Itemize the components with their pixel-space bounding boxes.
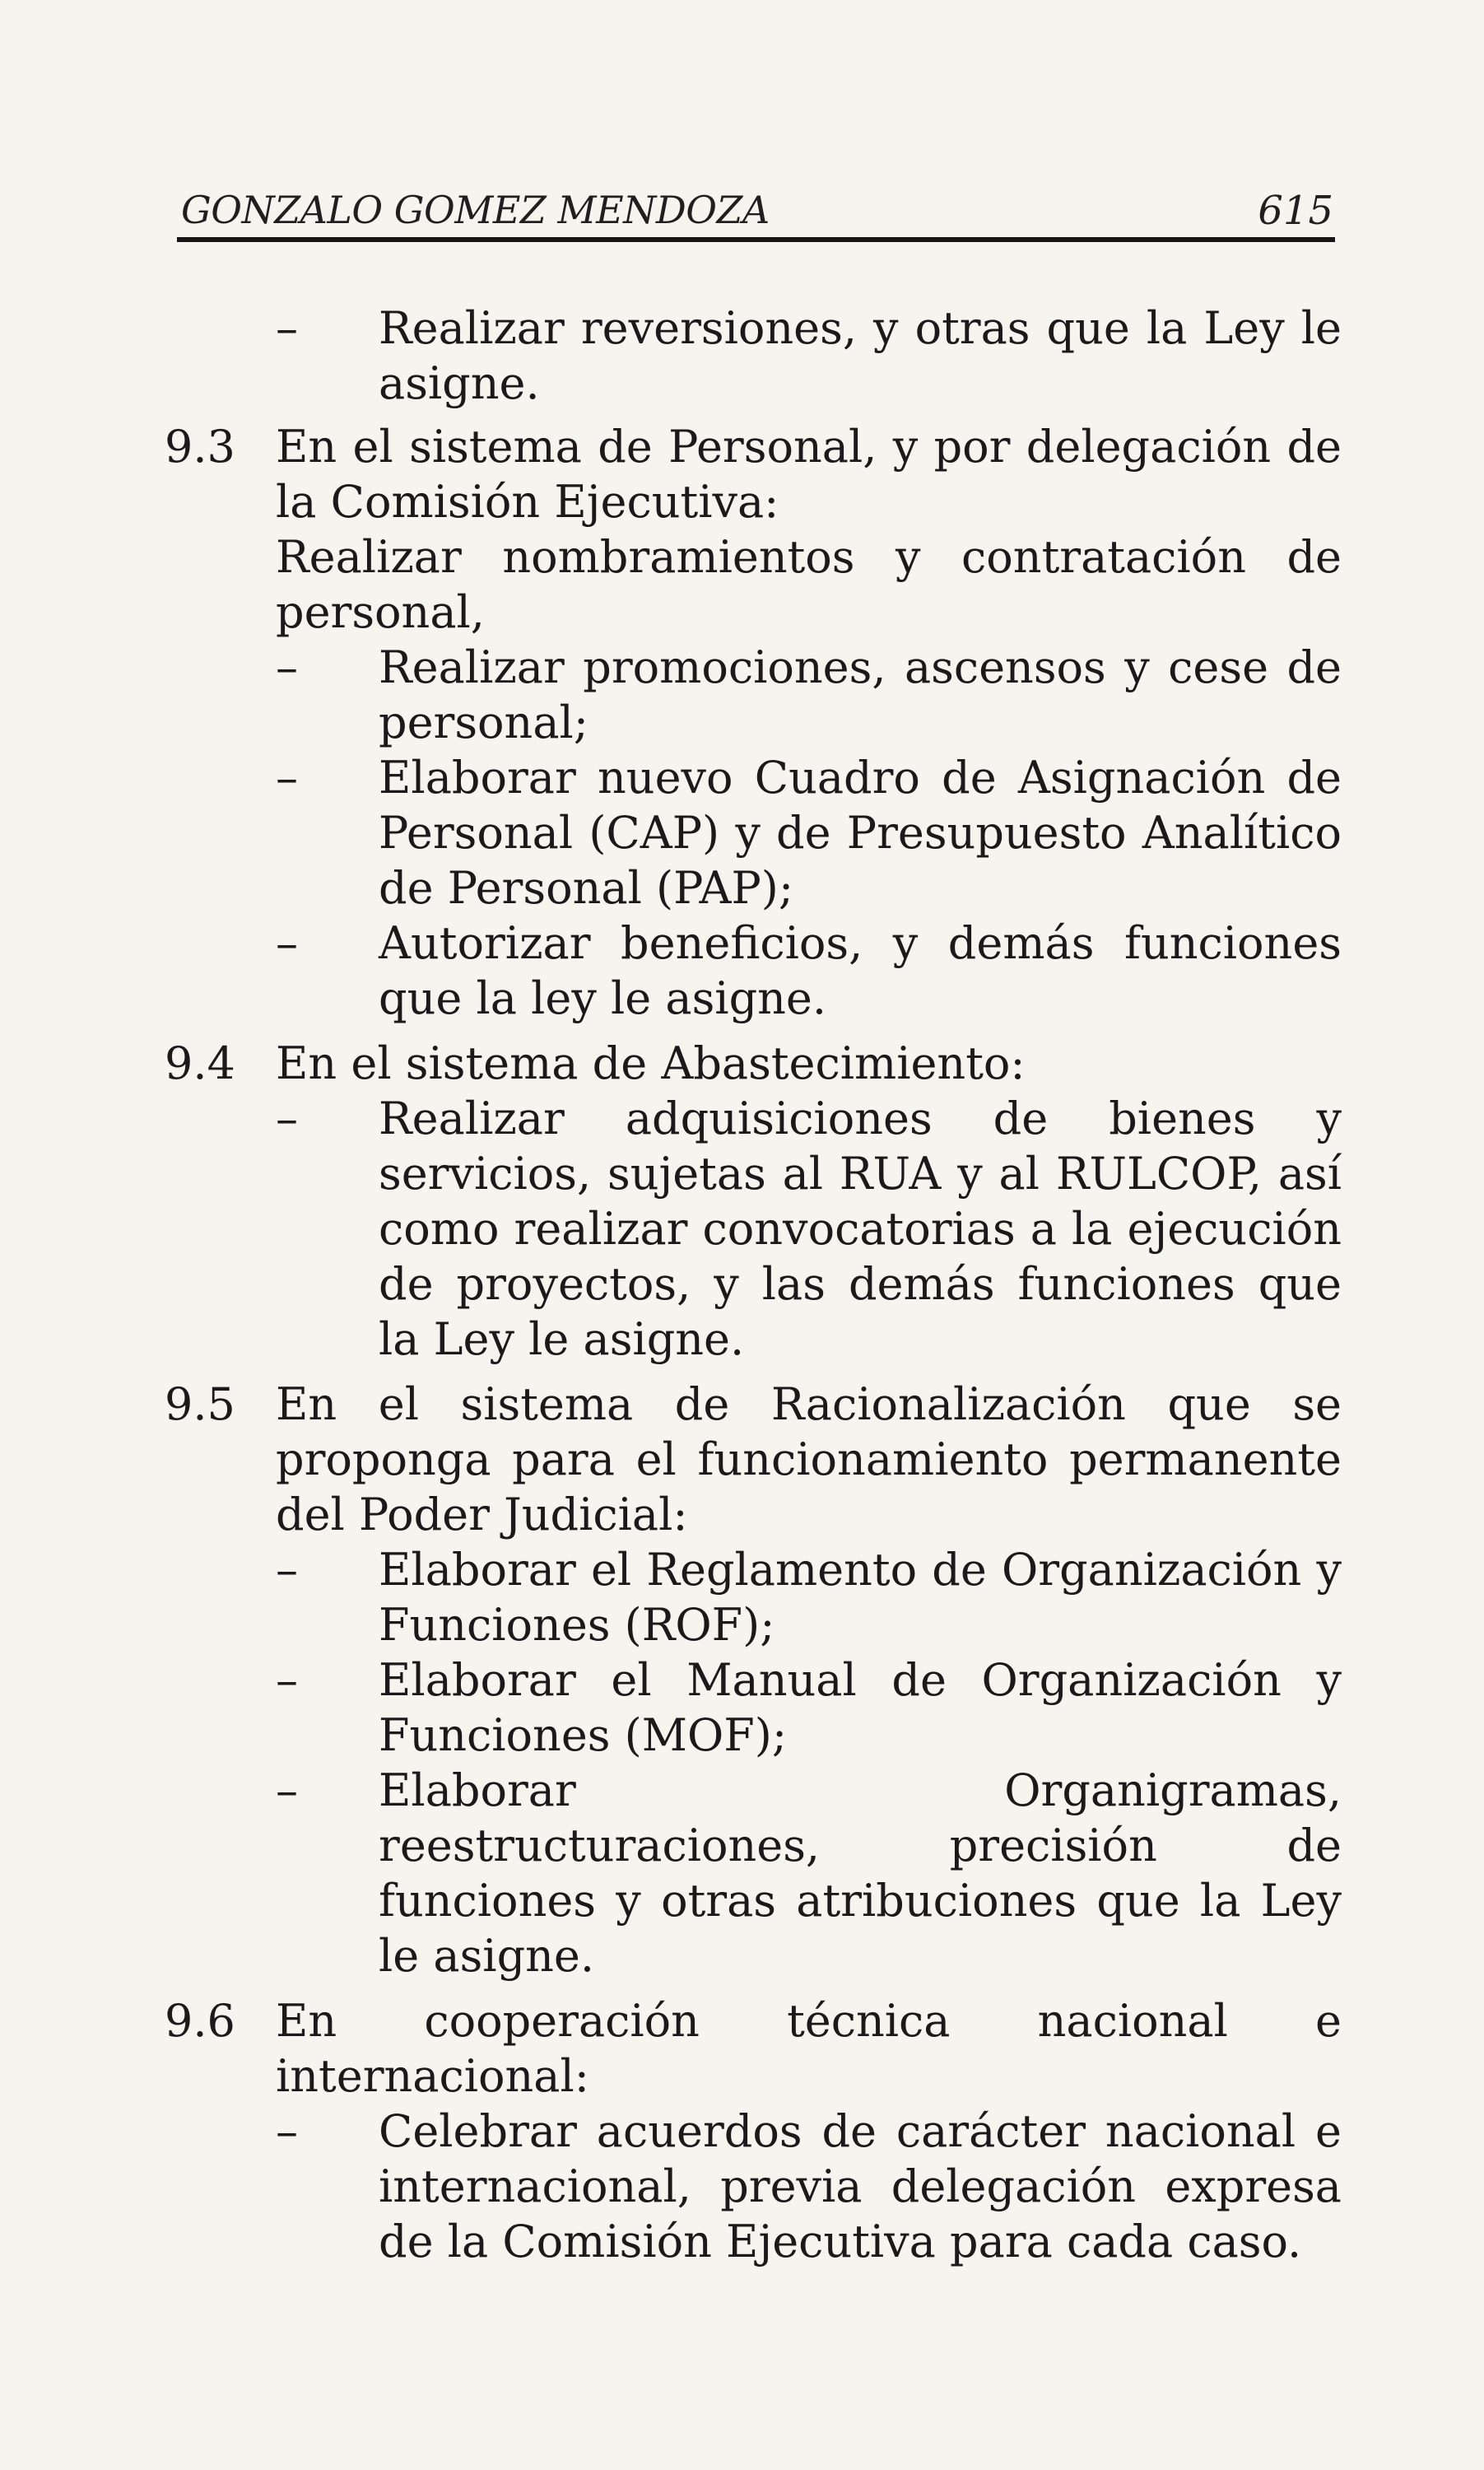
list-item-text: Autorizar beneficios, y demás funciones que la ley le asigne. [379, 917, 1342, 1024]
list-dash: – [276, 2105, 298, 2157]
section-number: 9.6 [165, 1995, 235, 2047]
list-dash: – [276, 1093, 298, 1144]
list-item-text: Elaborar el Manual de Organización y Funciones (MOF); [379, 1654, 1342, 1761]
section-title: En el sistema de Abastecimiento: [276, 1037, 1026, 1089]
list-dash: – [276, 1544, 298, 1596]
list-item [276, 1763, 1342, 1983]
section-title: En el sistema de Racionalización que se proponga para el funcionamiento permanente del Poder Judicial: [276, 1378, 1342, 1540]
list-item [276, 2104, 1342, 2269]
list-item [276, 640, 1342, 750]
section-9-6 [165, 1993, 1342, 2269]
section-number: 9.4 [165, 1037, 235, 1089]
list-item [276, 916, 1342, 1026]
section-9-5 [165, 1377, 1342, 1983]
list-item-text: Elaborar el Reglamento de Organización y Funciones (ROF); [379, 1544, 1342, 1651]
section-number: 9.5 [165, 1378, 235, 1430]
list-item-text: Celebrar acuerdos de carácter nacional e internacional, previa delegación expresa de la Comisión Ejecutiva para cada caso. [379, 2105, 1342, 2267]
list-item [276, 750, 1342, 916]
list-item [276, 1542, 1342, 1652]
list-dash: – [276, 752, 298, 804]
page-body [165, 301, 1342, 2279]
header-rule [177, 237, 1335, 242]
list-item [276, 1652, 1342, 1763]
section-number: 9.3 [165, 421, 235, 473]
list-dash: – [276, 302, 298, 354]
list-item [165, 301, 1342, 411]
section-9-4 [165, 1036, 1342, 1367]
section-title: En el sistema de Personal, y por delegación de la Comisión Ejecutiva: [276, 421, 1342, 528]
list-dash: – [276, 1764, 298, 1816]
section-9-3 [165, 419, 1342, 1026]
section-paragraph: Realizar nombramientos y contratación de personal, [276, 531, 1342, 638]
list-dash: – [276, 917, 298, 969]
list-item-text: Realizar promociones, ascensos y cese de personal; [379, 641, 1342, 748]
list-item-text: Elaborar Organigramas, reestructuraciones, precisión de funciones y otras atribuciones que la Ley le asigne. [379, 1764, 1342, 1982]
header-author: GONZALO GOMEZ MENDOZA [181, 188, 770, 232]
list-item-text: Elaborar nuevo Cuadro de Asignación de Personal (CAP) y de Presupuesto Analítico de Personal (PAP); [379, 752, 1342, 914]
list-item [276, 1091, 1342, 1367]
list-dash: – [276, 641, 298, 693]
list-dash: – [276, 1654, 298, 1706]
list-item-text: Realizar reversiones, y otras que la Ley le asigne. [379, 302, 1342, 409]
list-item-text: Realizar adquisiciones de bienes y servicios, sujetas al RUA y al RULCOP, así como realizar convocatorias a la ejecución de proyectos, y las demás funciones que la Ley le asigne. [379, 1093, 1342, 1365]
section-title: En cooperación técnica nacional e internacional: [276, 1995, 1342, 2102]
running-header [181, 188, 1333, 237]
page-number: 615 [1258, 188, 1333, 234]
